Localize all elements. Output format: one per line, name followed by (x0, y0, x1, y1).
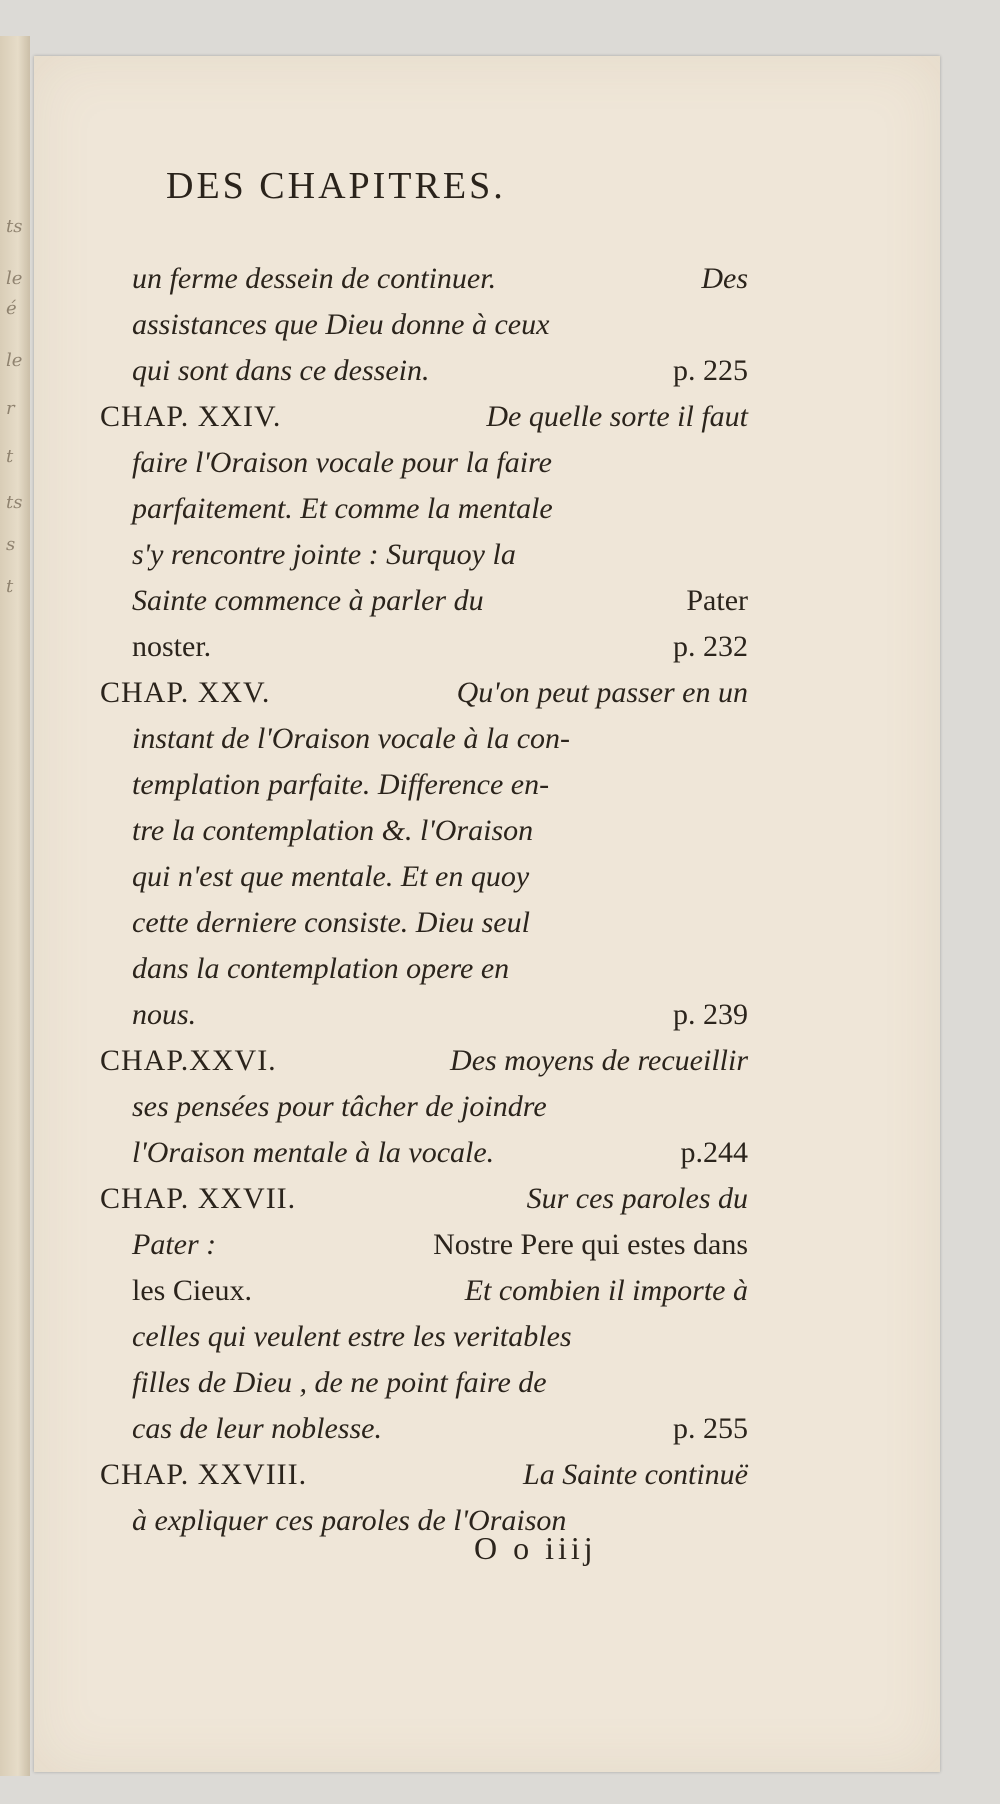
toc-line: templation parfaite. Difference en- (132, 768, 550, 801)
toc-line: cette derniere consiste. Dieu seul (132, 906, 530, 939)
toc-line: qui n'est que mentale. Et en quoy (132, 860, 530, 893)
toc-line: noster. p. 232 (132, 624, 748, 670)
prev-page-fragment: le (6, 268, 23, 289)
toc-line: un ferme dessein de continuer. Des (132, 262, 748, 295)
toc-line: Sainte commence à parler du Pater (132, 584, 748, 617)
prev-page-fragment: ts (6, 216, 23, 237)
page-header: DES CHAPITRES. (166, 165, 506, 207)
toc-line: les Cieux. Et combien il importe à (132, 1274, 748, 1307)
chapter-title: Sur ces paroles du (526, 1182, 748, 1215)
toc-line: à expliquer ces paroles de l'Oraison (132, 1504, 567, 1537)
chapter-heading (100, 670, 748, 716)
toc-line: l'Oraison mentale à la vocale. p.244 (132, 1130, 748, 1176)
toc-line: ses pensées pour tâcher de joindre (132, 1090, 547, 1123)
toc-line: parfaitement. Et comme la mentale (132, 492, 553, 525)
toc-line: s'y rencontre jointe : Surquoy la (132, 538, 516, 571)
chapter-number: CHAP.XXVI. (100, 1044, 277, 1077)
page-number: p.244 (680, 1136, 748, 1169)
prev-page-fragment: s (6, 534, 16, 555)
chapter-title: Des moyens de recueillir (450, 1044, 748, 1077)
chapter-heading (100, 394, 748, 440)
chapter-heading (100, 1452, 748, 1498)
prev-page-fragment: t (6, 446, 14, 467)
chapter-title: La Sainte continuë (523, 1458, 748, 1491)
toc-line: Pater : Nostre Pere qui estes dans (132, 1228, 748, 1261)
toc-line: qui sont dans ce dessein. p. 225 (132, 348, 748, 394)
page-content (34, 56, 940, 1772)
toc-line: dans la contemplation opere en (132, 952, 510, 985)
page-number: p. 232 (673, 630, 748, 663)
toc-line: faire l'Oraison vocale pour la faire (132, 446, 552, 479)
previous-page-edge (0, 36, 30, 1776)
chapter-number: CHAP. XXVIII. (100, 1458, 308, 1491)
prev-page-fragment: t (6, 576, 14, 597)
chapter-heading (100, 1038, 748, 1084)
chapter-title: Qu'on peut passer en un (456, 676, 748, 709)
book-page (34, 56, 940, 1772)
toc-line: instant de l'Oraison vocale à la con- (132, 722, 571, 755)
toc-line: assistances que Dieu donne à ceux (132, 308, 550, 341)
prev-page-fragment: é (6, 298, 17, 319)
toc-line: tre la contemplation &. l'Oraison (132, 814, 534, 847)
page-number: p. 255 (673, 1412, 748, 1445)
page-number: p. 239 (673, 998, 748, 1031)
toc-line: celles qui veulent estre les veritables (132, 1320, 572, 1353)
chapter-heading (100, 1176, 748, 1222)
prev-page-fragment: r (6, 398, 15, 419)
toc-line: cas de leur noblesse. p. 255 (132, 1406, 748, 1452)
toc-line: filles de Dieu , de ne point faire de (132, 1366, 547, 1399)
chapter-number: CHAP. XXV. (100, 676, 271, 709)
chapter-number: CHAP. XXIV. (100, 400, 282, 433)
prev-page-fragment: ts (6, 492, 23, 513)
chapter-title: De quelle sorte il faut (486, 400, 748, 433)
toc-line: nous. p. 239 (132, 992, 748, 1038)
page-number: p. 225 (673, 354, 748, 387)
prev-page-fragment: le (6, 350, 23, 371)
chapter-number: CHAP. XXVII. (100, 1182, 297, 1215)
signature-mark: O o iiij (474, 1530, 597, 1566)
